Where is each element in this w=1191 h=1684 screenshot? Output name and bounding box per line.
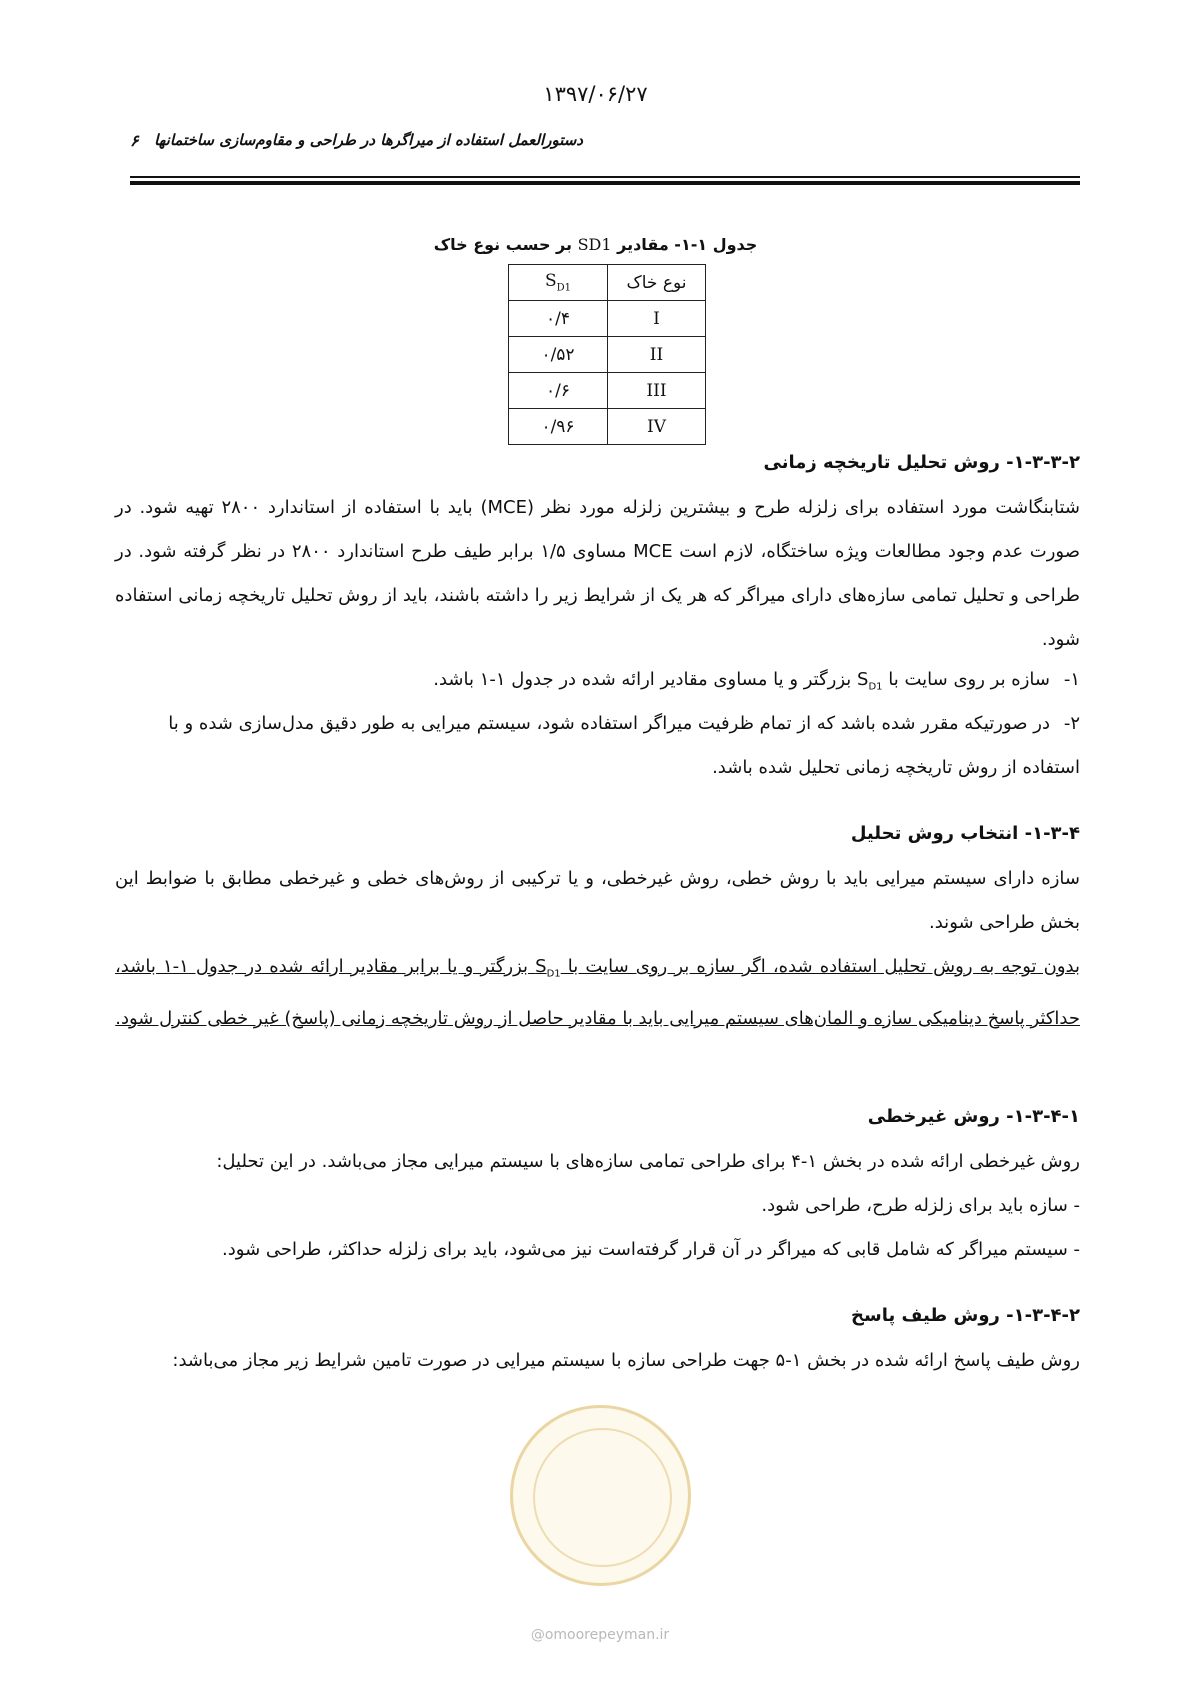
table-caption-suffix: بر حسب نوع خاک: [433, 235, 578, 254]
underlined-text-b: بزرگتر و یا برابر مقادیر ارائه شده در جدول ۱-۱ باشد، حداکثر پاسخ دینامیکی سازه و المان‌های سیستم میرایی باید با مقادیر حاصل از روش تاریخچه زمانی (پاسخ) غیر خطی کنترل شود.: [115, 956, 1080, 1029]
list-text: در صورتیکه مقرر شده باشد که از تمام ظرفیت میراگر استفاده شود، سیستم میرایی به طور دقیق مدل‌سازی شده و با استفاده از روش تاریخچه زمانی تحلیل شده باشد.: [168, 713, 1080, 778]
list-text-a: سازه بر روی سایت با: [882, 669, 1050, 690]
header-rule-thin: [130, 176, 1080, 178]
soil-sd1-table: [508, 264, 706, 445]
page-date: ۱۳۹۷/۰۶/۲۷: [543, 82, 648, 106]
section-paragraph: روش طیف پاسخ ارائه شده در بخش ۱-۵ جهت طراحی سازه با سیستم میرایی در صورت تامین شرایط زیر مجاز می‌باشد:: [172, 1350, 1080, 1371]
bullet-item: - سازه باید برای زلزله طرح، طراحی شود.: [761, 1195, 1080, 1216]
sd1-subscript: D1: [868, 681, 883, 693]
section-paragraph: شتابنگاشت مورد استفاده برای زلزله طرح و بیشترین زلزله مورد نظر (MCE) باید با استفاده از استاندارد ۲۸۰۰ تهیه شود. در صورت عدم وجود مطالعات ویژه ساختگاه، لازم است MCE مساوی ۱/۵ برابر طیف طرح استاندارد ۲۸۰۰ در نظر گرفته شود. در طراحی و تحلیل تمامی سازه‌های دارای میراگر که هر یک از شرایط زیر را داشته باشند، باید از روش تحلیل تاریخچه زمانی استفاده شود.: [115, 497, 1080, 650]
section-heading: ۱-۳-۴-۱- روش غیرخطی: [867, 1106, 1080, 1127]
watermark-seal-icon: [510, 1405, 691, 1586]
section-heading: ۱-۳-۴- انتخاب روش تحلیل: [850, 823, 1080, 844]
header-sd1: [509, 265, 608, 301]
list-number: ۱-: [1063, 669, 1080, 690]
header-sd1-sub: D1: [556, 282, 572, 294]
soil-type-cell: II: [608, 337, 706, 373]
table-caption-symbol: SD1: [577, 235, 612, 254]
underlined-paragraph: [115, 945, 1080, 1041]
soil-type-cell: I: [608, 301, 706, 337]
table-header-row: [509, 265, 706, 301]
header-soil-type: نوع خاک: [608, 265, 706, 301]
header-sd1-base: S: [544, 271, 557, 292]
soil-type-cell: IV: [608, 409, 706, 445]
sd1-value-cell: ۰/۶: [509, 373, 608, 409]
soil-type-cell: III: [608, 373, 706, 409]
table-caption-prefix: جدول ۱-۱- مقادیر: [611, 235, 758, 254]
section-heading: ۱-۳-۴-۲- روش طیف پاسخ: [851, 1305, 1080, 1326]
list-item: [115, 702, 1080, 790]
header-rule-thick: [130, 181, 1080, 185]
sd1-value-cell: ۰/۵۲: [509, 337, 608, 373]
list-number: ۲-: [1063, 713, 1080, 734]
underlined-text-a: بدون توجه به روش تحلیل استفاده شده، اگر سازه بر روی سایت با: [560, 956, 1080, 977]
table-row: [509, 301, 706, 337]
section-heading: ۱-۳-۳-۲- روش تحلیل تاریخچه زمانی: [763, 452, 1080, 473]
watermark-site-text: @omoorepeyman.ir: [530, 1627, 670, 1643]
table-row: [509, 373, 706, 409]
sd1-value-cell: ۰/۹۶: [509, 409, 608, 445]
sd1-value-cell: ۰/۴: [509, 301, 608, 337]
table-caption: [0, 235, 1191, 254]
section-paragraph: روش غیرخطی ارائه شده در بخش ۱-۴ برای طراحی تمامی سازه‌های با سیستم میرایی مجاز می‌باشد. در این تحلیل:: [216, 1151, 1080, 1172]
table-row: [509, 337, 706, 373]
sd1-subscript: D1: [546, 968, 561, 980]
running-header-title: دستورالعمل استفاده از میراگرها در طراحی و مقاوم‌سازی ساختمانها: [154, 131, 583, 149]
bullet-item: - سیستم میراگر که شامل قابی که میراگر در آن قرار گرفته‌است نیز می‌شود، باید برای زلزله حداکثر، طراحی شود.: [222, 1239, 1080, 1260]
table-row: [509, 409, 706, 445]
sd1-symbol: S: [857, 669, 869, 690]
list-text-b: بزرگتر و یا مساوی مقادیر ارائه شده در جدول ۱-۱ باشد.: [433, 669, 858, 690]
section-paragraph: سازه دارای سیستم میرایی باید با روش خطی، روش غیرخطی، و یا ترکیبی از روش‌های خطی و غیرخطی مطابق با ضوابط این بخش طراحی شوند.: [115, 868, 1080, 933]
sd1-symbol: S: [535, 956, 547, 977]
page-number: ۶: [130, 131, 139, 150]
